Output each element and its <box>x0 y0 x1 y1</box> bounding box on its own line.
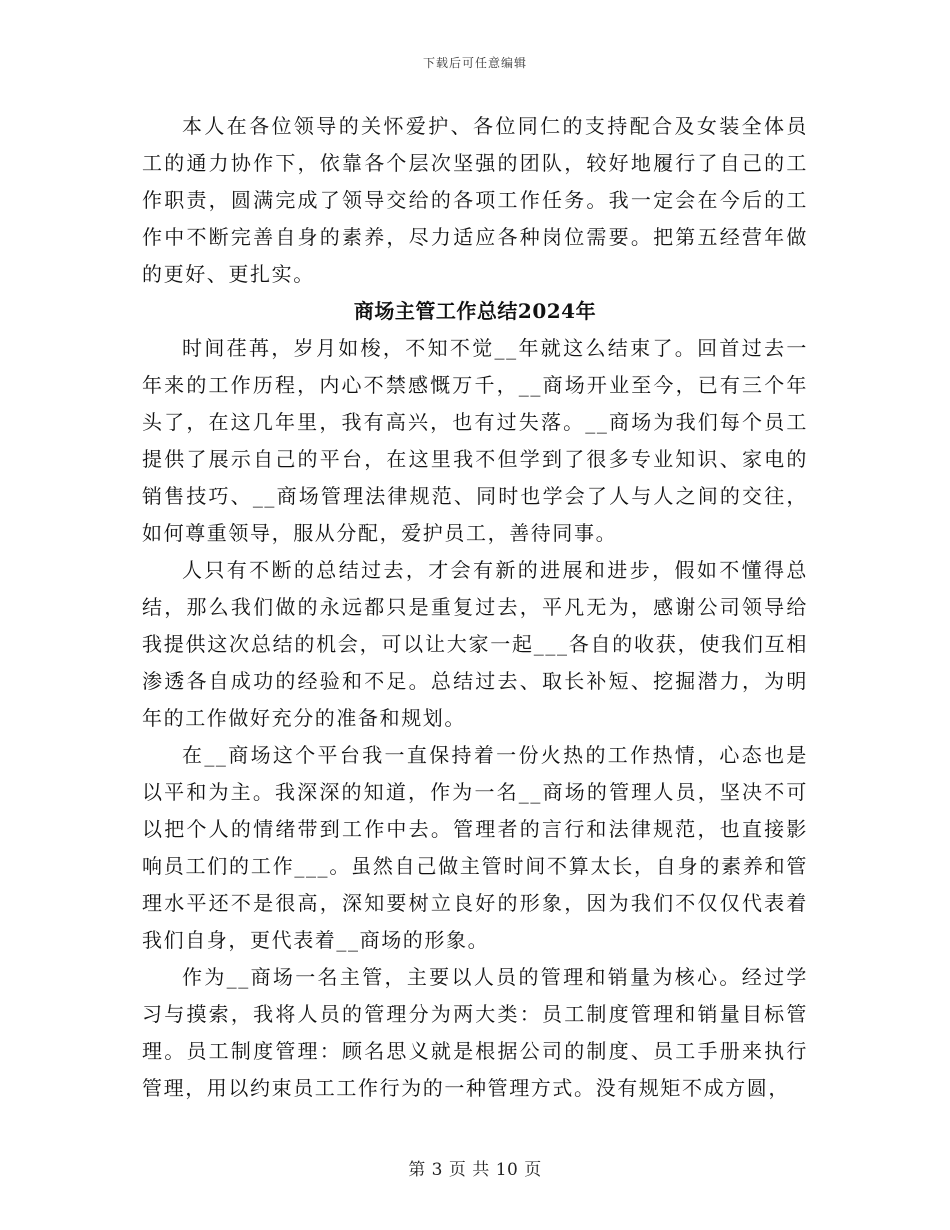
page-header-note: 下载后可任意编辑 <box>422 56 527 70</box>
document-title: 商场主管工作总结2024年 <box>353 299 597 323</box>
document-body <box>142 108 808 1107</box>
paragraph-1: 时间荏苒，岁月如梭，不知不觉__年就这么结束了。回首过去一年来的工作历程，内心不禁感慨万千，__商场开业至今，已有三个年头了，在这几年里，我有高兴，也有过失落。__商场为我们每个员工提供了展示自己的平台，在这里我不但学到了很多专业知识、家电的销售技巧、__商场管理法律规范、同时也学会了人与人之间的交往，如何尊重领导，服从分配，爱护员工，善待同事。 <box>142 336 808 545</box>
paragraph-2: 人只有不断的总结过去，才会有新的进展和进步，假如不懂得总结，那么我们做的永远都只是重复过去，平凡无为，感谢公司领导给我提供这次总结的机会，可以让大家一起___各自的收获，使我们互相渗透各自成功的经验和不足。总结过去、取长补短、挖掘潜力，为明年的工作做好充分的准备和规划。 <box>142 558 808 730</box>
paragraph-4: 作为__商场一名主管，主要以人员的管理和销量为核心。经过学习与摸索，我将人员的管理分为两大类：员工制度管理和销量目标管理。员工制度管理：顾名思义就是根据公司的制度、员工手册来执行管理，用以约束员工工作行为的一种管理方式。没有规矩不成方圆， <box>142 965 808 1100</box>
page-number: 第 3 页 共 10 页 <box>408 1160 542 1180</box>
intro-paragraph: 本人在各位领导的关怀爱护、各位同仁的支持配合及女装全体员工的通力协作下，依靠各个层次坚强的团队，较好地履行了自己的工作职责，圆满完成了领导交给的各项工作任务。我一定会在今后的工作中不断完善自身的素养，尽力适应各种岗位需要。把第五经营年做的更好、更扎实。 <box>142 114 808 286</box>
paragraph-3: 在__商场这个平台我一直保持着一份火热的工作热情，心态也是以平和为主。我深深的知道，作为一名__商场的管理人员，坚决不可以把个人的情绪带到工作中去。管理者的言行和法律规范，也直接影响员工们的工作___。虽然自己做主管时间不算太长，自身的素养和管理水平还不是很高，深知要树立良好的形象，因为我们不仅仅代表着我们自身，更代表着__商场的形象。 <box>142 743 808 952</box>
